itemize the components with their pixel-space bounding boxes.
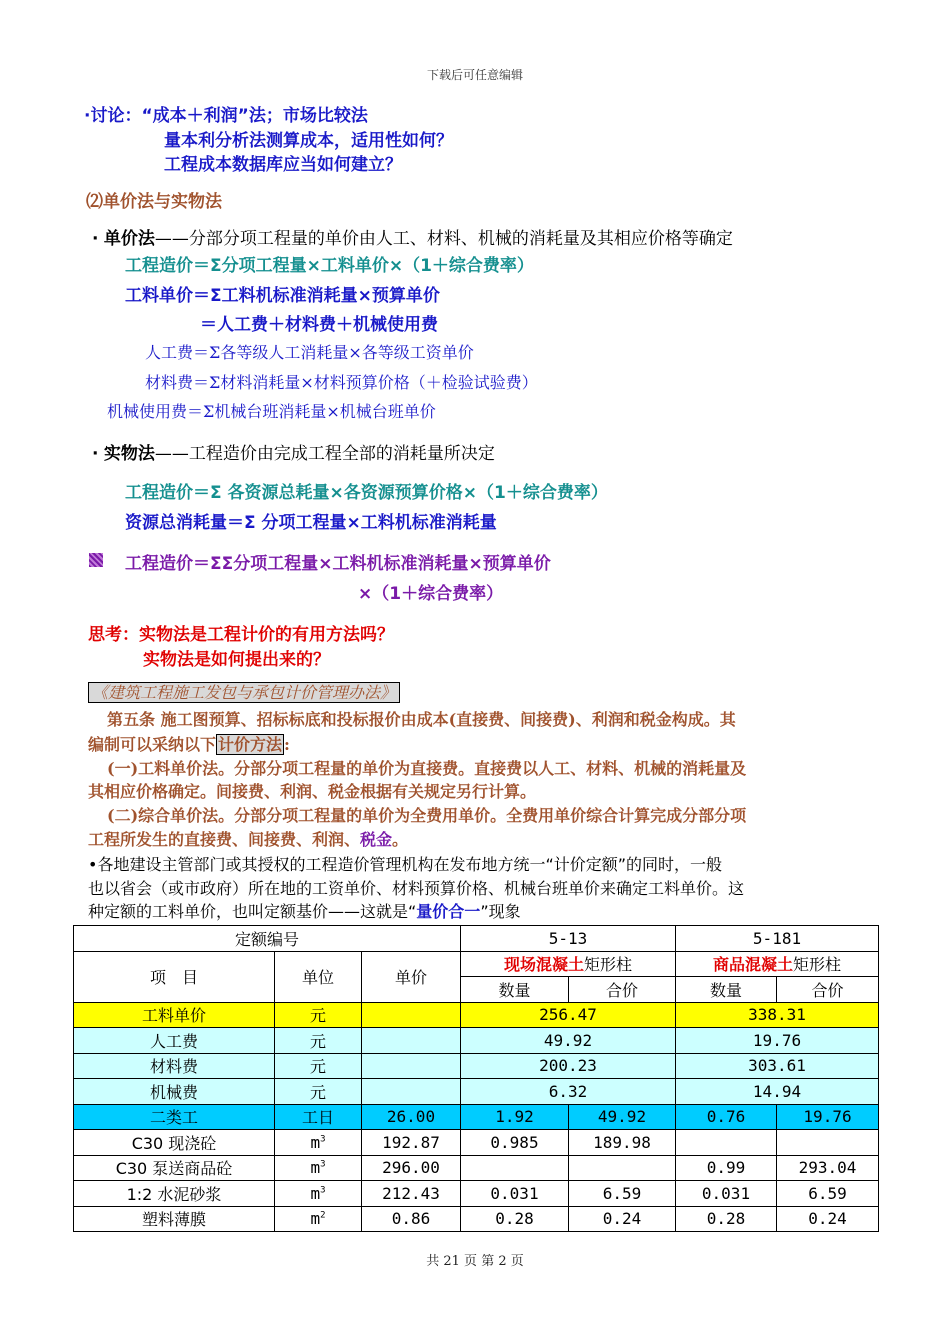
row-unit: 工日 (275, 1104, 362, 1130)
row-b-total: 0.24 (777, 1206, 879, 1232)
item2-line-1: (二)综合单价法。分部分项工程量的单价为全费用单价。全费用单价综合计算完成分部分项 (107, 806, 747, 825)
unit-sup: 2 (320, 1210, 326, 1221)
row-a-total: 6.59 (569, 1181, 676, 1207)
row-b-total: 19.76 (777, 1104, 879, 1130)
row-unit (275, 1130, 362, 1156)
regulation-title-box: 《建筑工程施工发包与承包计价管理办法》 (88, 682, 400, 703)
formula-combined-2: ×（1＋综合费率） (358, 584, 504, 604)
row-unit (275, 1181, 362, 1207)
row-a-qty: 0.985 (461, 1130, 569, 1156)
row-a-value: 6.32 (461, 1079, 676, 1105)
row-price (362, 1028, 461, 1054)
row-unit: 元 (275, 1079, 362, 1105)
table-row (74, 951, 879, 977)
qty-header: 数量 (461, 977, 569, 1003)
discussion-line-2: 量本利分析法测算成本，适用性如何？ (164, 131, 453, 151)
total-header: 合价 (777, 977, 879, 1003)
row-b-value: 14.94 (676, 1079, 879, 1105)
item2-text: 工程所发生的直接费、间接费、利润、 (88, 830, 361, 849)
row-a-total: 189.98 (569, 1130, 676, 1156)
item-header: 项 目 (74, 951, 275, 1002)
row-b-qty: 0.76 (676, 1104, 777, 1130)
row-b-qty: 0.28 (676, 1206, 777, 1232)
unit-sup: 3 (320, 1159, 326, 1170)
row-a-qty: 0.28 (461, 1206, 569, 1232)
tax-word: 税金 (360, 830, 393, 849)
row-price (362, 1002, 461, 1028)
article5-colon: : (284, 735, 290, 754)
think-line-1 (88, 620, 394, 645)
row-name: 机械费 (74, 1079, 275, 1105)
row-b-total: 6.59 (777, 1181, 879, 1207)
row-b-total: 293.04 (777, 1155, 879, 1181)
square-bullet-icon (89, 553, 103, 567)
row-name: C30 现浇砼 (74, 1130, 275, 1156)
row-a-total (569, 1155, 676, 1181)
page-footer: 共 21 页 第 2 页 (426, 1254, 524, 1269)
row-b-qty (676, 1130, 777, 1156)
qty-header: 数量 (676, 977, 777, 1003)
discussion-line-1 (84, 101, 368, 126)
unit-base: m (310, 1183, 321, 1203)
formula-unit-price: 工料单价＝Σ工料机标准消耗量×预算单价 (125, 286, 440, 306)
unit-base: m (310, 1209, 321, 1229)
unit-base: m (310, 1132, 321, 1152)
bullet: · (92, 444, 99, 464)
para-text: 种定额的工料单价，也叫定额基价——这就是“ (88, 902, 417, 921)
total-header: 合价 (569, 977, 676, 1003)
row-a-value: 49.92 (461, 1028, 676, 1054)
discussion-text-1: “成本＋利润”法；市场比较法 (141, 106, 368, 126)
row-unit: 元 (275, 1028, 362, 1054)
table-row (74, 1079, 879, 1105)
table-row (74, 1130, 879, 1156)
row-price (362, 1079, 461, 1105)
row-b-qty: 0.031 (676, 1181, 777, 1207)
quota-a: 5-13 (461, 926, 676, 952)
section-title: ⑵单价法与实物法 (86, 192, 222, 212)
row-price: 192.87 (362, 1130, 461, 1156)
regulation-title (88, 680, 400, 703)
item2-line-2 (88, 827, 408, 850)
item2-end: 。 (392, 830, 409, 849)
table-row (74, 1206, 879, 1232)
think-q1: 实物法是工程计价的有用方法吗？ (139, 625, 394, 645)
row-name: 材料费 (74, 1053, 275, 1079)
para-line-2: 也以省会（或市政府）所在地的工资单价、材料预算价格、机械台班单价来确定工料单价。这 (88, 879, 745, 898)
discussion-line-3: 工程成本数据库应当如何建立？ (164, 155, 402, 175)
article5-line-1: 第五条 施工图预算、招标标底和投标报价由成本(直接费、间接费)、利润和税金构成。其 (107, 710, 736, 729)
formula-resource-total: 资源总消耗量＝Σ 分项工程量×工料机标准消耗量 (125, 513, 497, 533)
row-unit: 元 (275, 1053, 362, 1079)
column-b-title (676, 951, 879, 977)
unit-sup: 3 (320, 1134, 326, 1145)
physical-desc: ——工程造价由完成工程全部的消耗量所决定 (154, 444, 495, 464)
row-price: 26.00 (362, 1104, 461, 1130)
think-label: 思考： (88, 625, 139, 645)
quota-table (73, 925, 879, 1232)
formula-total-cost: 工程造价＝Σ分项工程量×工料单价×（1＋综合费率） (125, 256, 534, 276)
unit-header: 单位 (275, 951, 362, 1002)
row-price: 296.00 (362, 1155, 461, 1181)
formula-material: 材料费＝Σ材料消耗量×材料预算价格（＋检验试验费） (145, 373, 538, 392)
row-price: 0.86 (362, 1206, 461, 1232)
page-header: 下载后可任意编辑 (426, 68, 523, 82)
physical-term: 实物法 (103, 444, 155, 464)
row-unit (275, 1206, 362, 1232)
row-name: 1:2 水泥砂浆 (74, 1181, 275, 1207)
row-name: 二类工 (74, 1104, 275, 1130)
column-a-title-red: 现场混凝土 (503, 955, 584, 975)
row-price (362, 1053, 461, 1079)
column-b-title-rest: 矩形柱 (793, 955, 842, 975)
pricing-method-box: 计价方法 (218, 735, 283, 754)
table-row (74, 1028, 879, 1054)
row-b-value: 303.61 (676, 1053, 879, 1079)
table-row (74, 926, 879, 952)
column-b-title-red: 商品混凝土 (712, 955, 793, 975)
formula-machine: 机械使用费＝Σ机械台班消耗量×机械台班单价 (107, 402, 436, 421)
highlight-term: 量价合一 (416, 902, 481, 921)
column-a-title (461, 951, 676, 977)
row-a-total: 0.24 (569, 1206, 676, 1232)
column-a-title-rest: 矩形柱 (584, 955, 633, 975)
unit-sup: 3 (320, 1185, 326, 1196)
table-row (74, 1104, 879, 1130)
article5-line-2 (88, 732, 290, 755)
row-b-total (777, 1130, 879, 1156)
row-a-qty: 1.92 (461, 1104, 569, 1130)
row-b-value: 19.76 (676, 1028, 879, 1054)
row-a-value: 200.23 (461, 1053, 676, 1079)
price-header: 单价 (362, 951, 461, 1002)
discussion-label: ·讨论： (84, 106, 142, 126)
unit-price-term: 单价法 (103, 229, 155, 249)
row-name: 工料单价 (74, 1002, 275, 1028)
row-a-qty (461, 1155, 569, 1181)
unit-price-desc: ——分部分项工程量的单价由人工、材料、机械的消耗量及其相应价格等确定 (154, 229, 733, 249)
item1-line-1: (一)工料单价法。分部分项工程量的单价为直接费。直接费以人工、材料、机械的消耗量及 (107, 759, 747, 778)
para-line-1: •各地建设主管部门或其授权的工程造价管理机构在发布地方统一“计价定额”的同时，一般 (88, 855, 723, 874)
row-name: C30 泵送商品砼 (74, 1155, 275, 1181)
physical-line (92, 439, 495, 464)
formula-unit-price-sum: ＝人工费＋材料费＋机械使用费 (200, 315, 438, 335)
row-a-value: 256.47 (461, 1002, 676, 1028)
row-b-value: 338.31 (676, 1002, 879, 1028)
article5-text: 编制可以采纳以下 (88, 735, 217, 754)
row-a-qty: 0.031 (461, 1181, 569, 1207)
unit-base: m (310, 1158, 321, 1178)
row-price: 212.43 (362, 1181, 461, 1207)
row-name: 塑料薄膜 (74, 1206, 275, 1232)
quota-b: 5-181 (676, 926, 879, 952)
table-row (74, 1181, 879, 1207)
quota-no-label: 定额编号 (74, 926, 461, 952)
para-line-3 (88, 899, 521, 922)
row-a-total: 49.92 (569, 1104, 676, 1130)
item1-line-2: 其相应价格确定。间接费、利润、税金根据有关规定另行计算。 (88, 782, 537, 801)
row-name: 人工费 (74, 1028, 275, 1054)
row-unit: 元 (275, 1002, 362, 1028)
formula-combined-1: 工程造价＝ΣΣ分项工程量×工料机标准消耗量×预算单价 (125, 554, 551, 574)
table-row (74, 1155, 879, 1181)
para-end: ”现象 (480, 902, 521, 921)
bullet: · (92, 229, 99, 249)
table-row (74, 1053, 879, 1079)
formula-physical-cost: 工程造价＝Σ 各资源总耗量×各资源预算价格×（1＋综合费率） (125, 483, 608, 503)
formula-labor: 人工费＝Σ各等级人工消耗量×各等级工资单价 (145, 343, 474, 362)
think-q2: 实物法是如何提出来的？ (143, 650, 330, 670)
table-row (74, 1002, 879, 1028)
unit-price-line (92, 224, 733, 249)
row-b-qty: 0.99 (676, 1155, 777, 1181)
row-unit (275, 1155, 362, 1181)
